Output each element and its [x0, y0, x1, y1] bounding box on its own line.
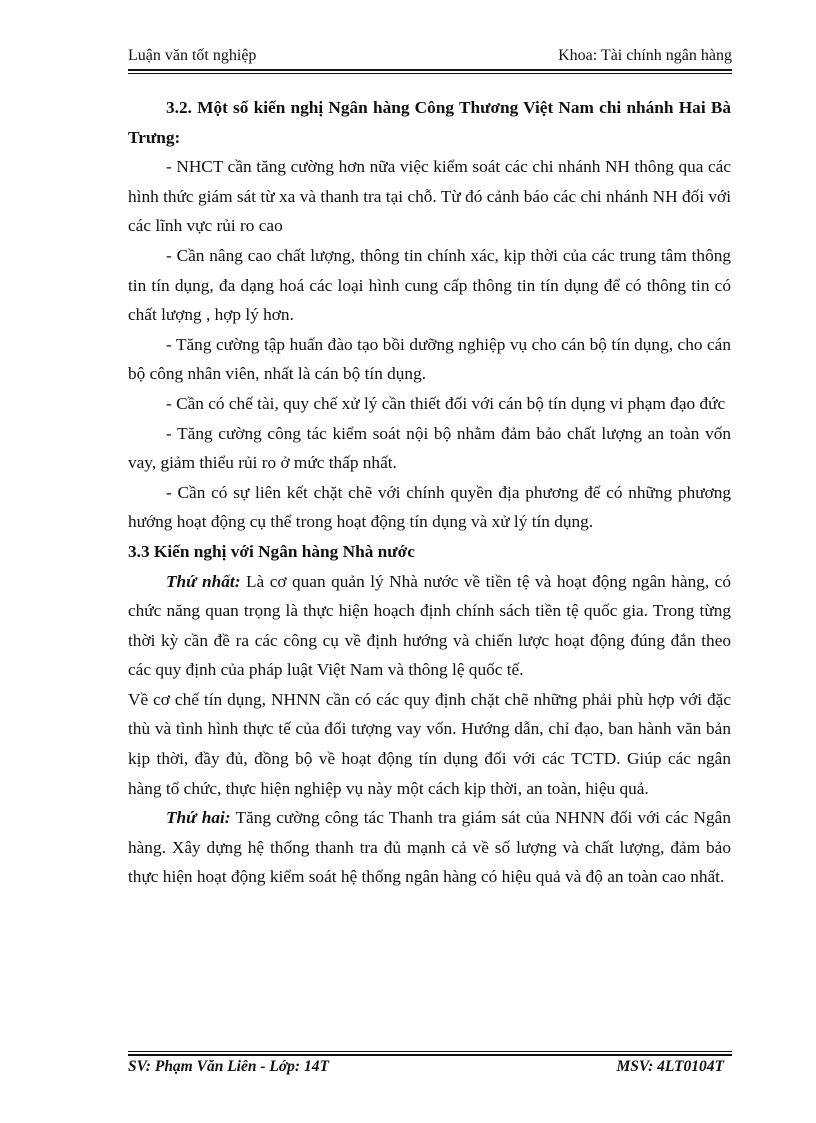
header-rule-thin	[128, 73, 732, 74]
header-rule	[128, 69, 732, 71]
header-thesis-title: Luận văn tốt nghiệp	[128, 47, 257, 64]
footer-student-id: MSV: 4LT0104T	[616, 1058, 724, 1075]
list-item: - Cần có chế tài, quy chế xử lý cần thiết đối với cán bộ tín dụng vi phạm đạo đức	[166, 393, 726, 413]
page-body	[128, 93, 731, 892]
section-heading-3-3: 3.3 Kiến nghị với Ngân hàng Nhà nước	[128, 541, 415, 561]
paragraph-first	[128, 567, 731, 685]
paragraph-first-text: Là cơ quan quản lý Nhà nước về tiền tệ và hoạt động ngân hàng, có chức năng quan trọng là thực hiện hoạch định chính sách tiền tệ quốc gia. Trong từng thời kỳ cần đề ra các công cụ về định hướng và chiến lược hoạt động đúng đắn theo các quy định của pháp luật Việt Nam và thông lệ quốc tế.	[128, 571, 731, 680]
footer-student: SV: Phạm Văn Liên - Lớp: 14T	[128, 1058, 329, 1075]
paragraph-credit-mechanism: Về cơ chế tín dụng, NHNN cần có các quy định chặt chẽ những phải phù hợp với đặc thù và tình hình thực tế của đối tượng vay vốn. Hướng dẫn, chỉ đạo, ban hành văn bản kịp thời, đầy đủ, đồng bộ về hoạt động tín dụng đối với các TCTD. Giúp các ngân hàng tổ chức, thực hiện nghiệp vụ này một cách kịp thời, an toàn, hiệu quả.	[128, 689, 731, 798]
list-item: - Tăng cường công tác kiểm soát nội bộ nhằm đảm bảo chất lượng an toàn vốn vay, giảm thiểu rủi ro ở mức thấp nhất.	[128, 423, 731, 473]
page-header	[128, 47, 732, 65]
lead-label-second: Thứ hai:	[166, 808, 231, 828]
paragraph-second-text: Tăng cường công tác Thanh tra giám sát của NHNN đối với các Ngân hàng. Xây dựng hệ thống thanh tra đủ mạnh cả về số lượng và chất lượng, đảm bảo thực hiện hoạt động kiểm soát hệ thống ngân hàng có hiệu quả và độ an toàn cao nhất.	[128, 808, 731, 887]
page-footer	[128, 1058, 724, 1076]
list-item: - Cần nâng cao chất lượng, thông tin chính xác, kịp thời của các trung tâm thông tin tín dụng, đa dạng hoá các loại hình cung cấp thông tin tín dụng để có thông tin có chất lượng , hợp lý hơn.	[128, 245, 731, 325]
header-faculty: Khoa: Tài chính ngân hàng	[558, 47, 732, 64]
lead-label-first: Thứ nhất:	[166, 571, 241, 591]
footer-rule	[128, 1054, 732, 1056]
paragraph-second	[128, 803, 731, 892]
list-item: - Cần có sự liên kết chặt chẽ với chính quyền địa phương để có những phương hướng hoạt động cụ thể trong hoạt động tín dụng và xử lý tín dụng.	[128, 482, 731, 532]
list-item: - NHCT cần tăng cường hơn nữa việc kiểm soát các chi nhánh NH thông qua các hình thức giám sát từ xa và thanh tra tại chỗ. Từ đó cảnh báo các chi nhánh NH đối với các lĩnh vực rủi ro cao	[128, 157, 731, 236]
footer-rule-thin	[128, 1051, 732, 1052]
section-heading-3-2: 3.2. Một số kiến nghị Ngân hàng Công Thương Việt Nam chi nhánh Hai Bà Trưng:	[128, 98, 731, 147]
list-item: - Tăng cường tập huấn đào tạo bồi dưỡng nghiệp vụ cho cán bộ tín dụng, cho cán bộ công nhân viên, nhất là cán bộ tín dụng.	[128, 334, 731, 384]
